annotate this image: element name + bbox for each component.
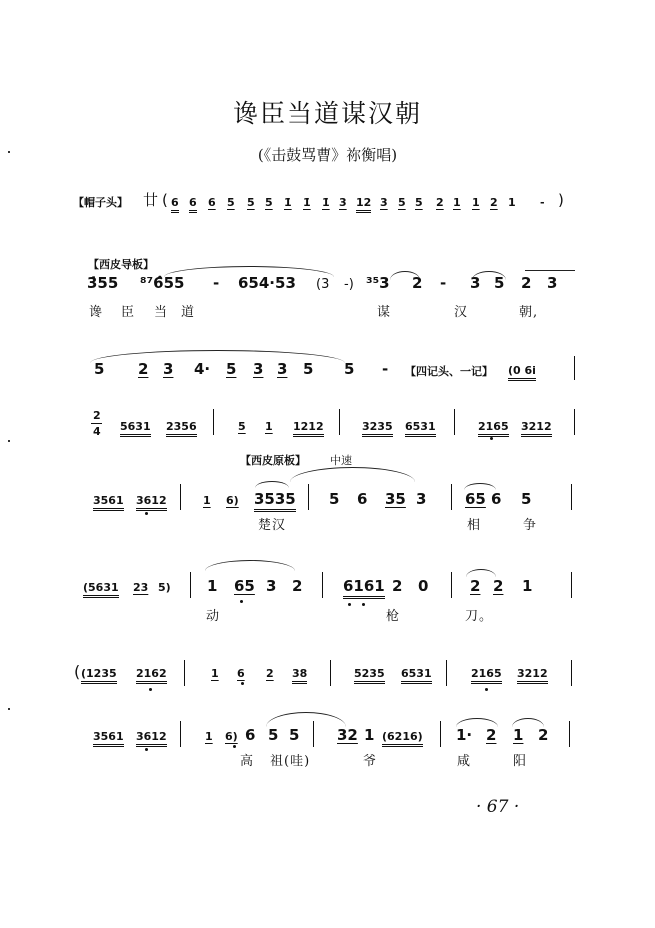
note: 5 (494, 274, 505, 292)
note: 5 (247, 196, 255, 209)
lyric: 汉 (454, 305, 469, 320)
note-group: 3235 (362, 420, 393, 437)
note: 2 (266, 667, 274, 680)
scan-mark (8, 708, 10, 710)
note-group: 3̇55 (87, 274, 119, 292)
barline (451, 484, 452, 510)
note: 3 (380, 196, 388, 209)
note: - (440, 274, 447, 292)
note: 2 (486, 726, 497, 744)
note: 6 (171, 196, 179, 213)
scan-mark (8, 151, 10, 153)
barline (440, 721, 441, 747)
note: 5 (398, 196, 406, 209)
note: 3 (470, 274, 481, 292)
note: 6 (491, 490, 502, 508)
note: 6) (225, 730, 238, 743)
note: 1 (207, 577, 218, 595)
note: 2 (436, 196, 444, 209)
barline (454, 409, 455, 435)
note-group: 6161 (343, 578, 385, 599)
note: 1 (508, 196, 516, 209)
note: 5 (344, 360, 355, 378)
note: 5) (158, 581, 171, 594)
note: 1 (265, 420, 273, 433)
note: 3 (277, 360, 288, 378)
lyric: 高 (240, 754, 255, 769)
note-group: (6216) (382, 730, 423, 747)
note-group: (1235 (81, 667, 117, 684)
note: 2 (138, 360, 149, 378)
note: 5 (265, 196, 273, 209)
note: 5 (227, 196, 235, 209)
note: 6 (189, 196, 197, 213)
lyric: 谋 (377, 305, 392, 320)
lyric: 相 (467, 518, 482, 533)
note: 5 (521, 490, 532, 508)
note: 1 (211, 667, 219, 680)
note-group: 5631 (120, 420, 151, 437)
note-group: ⁸⁷6̂55 (140, 274, 185, 292)
note: 1 (522, 577, 533, 595)
octave-dot (240, 600, 243, 603)
song-subtitle: (《击鼓骂曹》祢衡唱) (257, 146, 398, 164)
note-group: 654·53 (238, 274, 296, 292)
note: 1· (456, 726, 473, 744)
note: 5 (289, 726, 300, 744)
note: 38 (292, 667, 307, 684)
meter-bottom: 4 (93, 425, 101, 438)
open-paren-mark: ( (74, 662, 81, 681)
note: 4· (194, 360, 211, 378)
note: 3 (253, 360, 264, 378)
barline (213, 409, 214, 435)
note: 2 (521, 274, 532, 292)
lyric: 爷 (363, 754, 378, 769)
note: - (213, 274, 220, 292)
note: 3 (547, 274, 558, 292)
note: 2 (292, 577, 303, 595)
octave-dot (149, 688, 152, 691)
note-group: 23 (133, 581, 149, 594)
barline (574, 356, 575, 380)
note-group: 3612 (136, 730, 167, 747)
lyric: 楚汉 (258, 518, 287, 533)
note: 3 (163, 360, 174, 378)
note: 6) (226, 494, 239, 507)
note-group: 35 (385, 490, 406, 508)
lyrics-line-2 (0, 301, 655, 331)
slur (466, 569, 496, 577)
lyric: 臣 (121, 305, 136, 320)
note: 2 (470, 577, 481, 595)
scan-mark (8, 440, 10, 442)
note-group: 3212 (517, 667, 548, 684)
note: (3 (316, 277, 330, 292)
barline (184, 660, 185, 686)
note: -) (344, 277, 354, 292)
note: 1̇ (322, 196, 330, 209)
note-group: 3561 (93, 494, 124, 511)
note: 1̇ (303, 196, 311, 209)
note: 1 (364, 726, 375, 744)
note: 2 (412, 274, 423, 292)
note: 6 (245, 726, 256, 744)
note: 3 (416, 490, 427, 508)
note: 1 (203, 494, 211, 507)
score-line-4 (0, 409, 655, 443)
slur (205, 560, 295, 571)
note-group: 3561 (93, 730, 124, 747)
note-group: 2162 (136, 667, 167, 684)
note: 5 (238, 420, 246, 433)
score-line-6 (0, 578, 655, 608)
note-group: 65 (234, 577, 255, 595)
note: 3 (266, 577, 277, 595)
lyric: 刀。 (465, 609, 494, 624)
note: 2 (538, 726, 549, 744)
section-label-xipi-daoban: 【西皮导板】 (88, 258, 154, 271)
lyric: 朝, (519, 305, 539, 320)
note: 5 (415, 196, 423, 209)
note: 6 (208, 196, 216, 209)
note: 2 (493, 577, 504, 595)
barline (190, 572, 191, 598)
barline (571, 484, 572, 510)
note-group: 3612 (136, 494, 167, 511)
lyrics-line-6 (0, 605, 655, 635)
lyric: 动 (206, 609, 221, 624)
note: 3 (339, 196, 347, 209)
score-line-3 (0, 361, 655, 391)
note-group: 6531 (401, 667, 432, 684)
note: 5 (303, 360, 314, 378)
section-label: 【帽子头】 (73, 196, 128, 209)
section-label-xipi-yuanban: 【西皮原板】 (240, 454, 306, 467)
octave-dot (490, 437, 493, 440)
barline (571, 572, 572, 598)
note-group: (0 6i (508, 364, 536, 381)
slur (266, 712, 346, 727)
note-group: 1212 (293, 420, 324, 437)
note: 6 (237, 667, 245, 680)
section-label: 【四记头、一记】 (405, 365, 493, 378)
lyric: 争 (523, 518, 538, 533)
meter-top: 2 (93, 409, 101, 422)
note: - (540, 196, 545, 209)
score-line-7 (0, 666, 655, 696)
note: 1 (513, 726, 524, 744)
note: 12 (356, 196, 371, 213)
lyric: 枪 (386, 609, 401, 624)
octave-dot (485, 688, 488, 691)
barline (308, 484, 309, 510)
note: 5 (268, 726, 279, 744)
barline (569, 721, 570, 747)
note-group: 65 (465, 490, 486, 508)
note: 5 (329, 490, 340, 508)
note-group: 6531 (405, 420, 436, 437)
note: 6 (357, 490, 368, 508)
barline (330, 660, 331, 686)
tempo-marking: 中速 (330, 454, 352, 467)
lyric: 咸 (457, 754, 472, 769)
barline (180, 721, 181, 747)
note: 5 (94, 360, 105, 378)
slur (290, 467, 415, 482)
note: - (382, 360, 389, 378)
lyric: 谗 (89, 305, 104, 320)
note: ³⁵3 (366, 274, 390, 292)
page-number: · 67 · (476, 797, 520, 817)
note: 2 (490, 196, 498, 209)
note-group: 5235 (354, 667, 385, 684)
close-paren: ) (558, 191, 564, 209)
barline (322, 572, 323, 598)
lyric: 祖(哇) (270, 754, 311, 769)
barline (451, 572, 452, 598)
song-title: 谗臣当道谋汉朝 (232, 99, 422, 128)
note-group: 32 (337, 726, 358, 744)
note: 1̇ (284, 196, 292, 209)
lyrics-line-8 (0, 750, 655, 780)
note: 1 (205, 730, 213, 743)
note: 5 (226, 360, 237, 378)
octave-dot (233, 745, 236, 748)
barline (313, 721, 314, 747)
score-line-1 (0, 193, 655, 223)
slur (255, 481, 289, 488)
open-paren: ( (162, 191, 168, 209)
note: 2 (392, 577, 403, 595)
octave-dot (241, 682, 244, 685)
note: 1 (472, 196, 480, 209)
note: 0 (418, 577, 429, 595)
note-group: 3212 (521, 420, 552, 437)
barline (574, 409, 575, 435)
note-group: (5631 (83, 581, 119, 598)
note-group: 2356 (166, 420, 197, 437)
barline (180, 484, 181, 510)
note-group: 2165 (478, 420, 509, 437)
lyric: 阳 (513, 754, 528, 769)
cue-mark: 廿 (143, 191, 159, 209)
lyric: 当 (154, 305, 169, 320)
barline (339, 409, 340, 435)
lyric: 道 (181, 305, 196, 320)
note-group: 3535 (254, 491, 296, 512)
note: 1 (453, 196, 461, 209)
lyrics-line-5 (0, 514, 655, 544)
barline (571, 660, 572, 686)
note-group: 2165 (471, 667, 502, 684)
barline (446, 660, 447, 686)
